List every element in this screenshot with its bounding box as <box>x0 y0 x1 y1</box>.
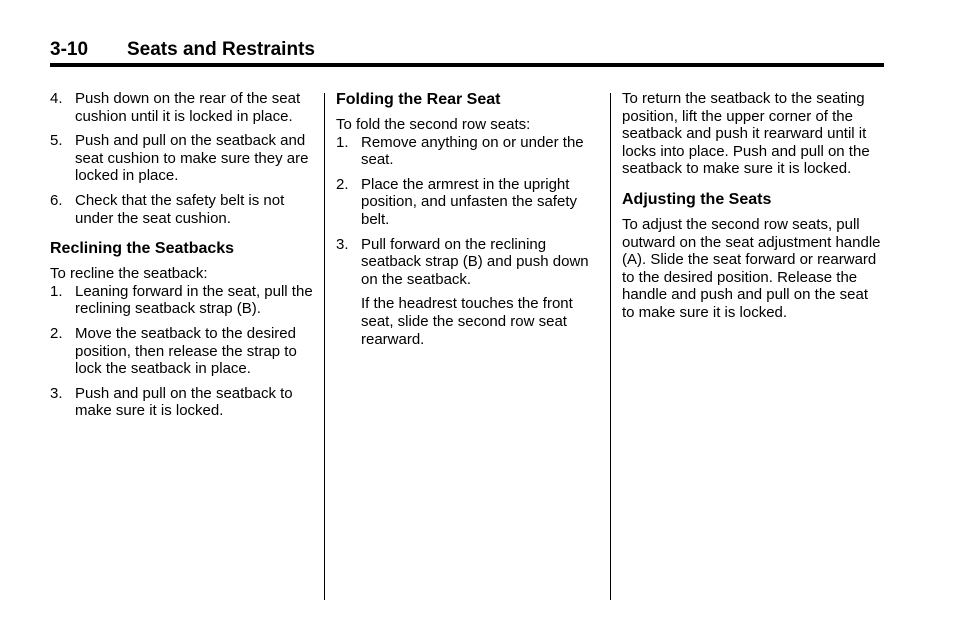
list-number: 5. <box>50 132 63 150</box>
list-number: 2. <box>50 324 63 342</box>
list-item <box>336 176 598 229</box>
intro-text: To fold the second row seats: <box>336 116 531 133</box>
list-text: Push and pull on the seatback and seat cushion to make sure they are locked in place. <box>75 132 309 185</box>
list-number: 3. <box>336 235 349 253</box>
header-rule <box>50 63 884 67</box>
list-text: Move the seatback to the desired position, then release the strap to lock the seatback in place. <box>75 324 297 378</box>
list-item <box>50 192 315 227</box>
list-number: 3. <box>50 384 63 402</box>
list-number: 6. <box>50 191 63 209</box>
page-number: 3-10 <box>50 39 89 60</box>
list-number: 1. <box>336 133 349 151</box>
column-2 <box>336 90 598 348</box>
list-text: Place the armrest in the upright position, and unfasten the safety belt. <box>361 175 577 228</box>
list-item <box>50 283 315 318</box>
list-item <box>50 90 315 125</box>
section-heading: Adjusting the Seats <box>622 190 772 208</box>
list-item <box>336 134 598 169</box>
list-item <box>50 385 315 420</box>
note-text: If the headrest touches the front seat, slide the second row seat rearward. <box>361 295 573 348</box>
list-number: 2. <box>336 175 349 193</box>
list-number: 4. <box>50 90 63 107</box>
section-title: Seats and Restraints <box>127 39 315 60</box>
list-text: Pull forward on the reclining seatback strap (B) and push down on the seatback. <box>361 235 589 288</box>
column-3 <box>622 90 884 322</box>
intro-text: To recline the seatback: <box>50 265 208 283</box>
body-paragraph: To adjust the second row seats, pull outward on the seat adjustment handle (A). Slide the seat forward or rearward to the desired position. Release the handle and push and pull on the seat to make sure it is locked. <box>622 215 881 321</box>
column-divider-1 <box>324 93 325 600</box>
section-heading: Reclining the Seatbacks <box>50 240 235 258</box>
list-item <box>336 236 598 289</box>
list-item <box>50 325 315 378</box>
column-divider-2 <box>610 93 611 600</box>
list-text: Push and pull on the seatback to make sure it is locked. <box>75 384 293 420</box>
list-text: Push down on the rear of the seat cushion until it is locked in place. <box>75 90 301 125</box>
list-text: Check that the safety belt is not under the seat cushion. <box>75 191 285 227</box>
list-number: 1. <box>50 282 63 300</box>
column-1 <box>50 90 315 427</box>
body-paragraph: To return the seatback to the seating position, lift the upper corner of the seatback and push it rearward until it locks into place. Push and pull on the seatback to make sure it is locked. <box>622 90 870 178</box>
list-text: Remove anything on or under the seat. <box>361 133 584 169</box>
list-item <box>50 132 315 185</box>
page-header <box>50 38 884 62</box>
list-text: Leaning forward in the seat, pull the reclining seatback strap (B). <box>75 282 313 318</box>
section-heading: Folding the Rear Seat <box>336 91 501 108</box>
